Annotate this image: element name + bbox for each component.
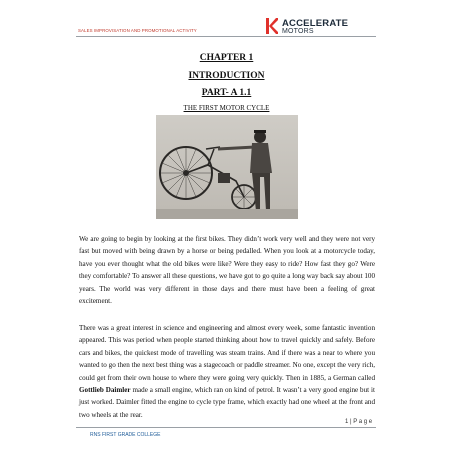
brand-subname: MOTORS (282, 28, 314, 35)
paragraph-text: There was a great interest in science and engineering and almost every week, some fantastic invention appeared. This was period when people started thinking about how to travel quickly and safely. Before cars and bikes, the quickest mode of travelling was steam trains. And if there was a near to where you wanted to go then the next best thing was a stagecoach or paddle streamer. No one, except the very rich, could get from their own house to where they were going very quickly. Then in 1885, a German called (79, 324, 375, 382)
brand-logo (266, 18, 386, 36)
logo-k-icon (266, 18, 278, 34)
header-activity: SALES IMPROVISATION AND PROMOTIONAL ACTIVITY (78, 28, 197, 33)
chapter-heading: CHAPTER 1 (199, 53, 254, 63)
section-subtitle: THE FIRST MOTOR CYCLE (183, 104, 270, 112)
header-divider (76, 36, 376, 37)
paragraph-daimler (79, 322, 375, 421)
historic-motorcycle-photo (156, 115, 298, 219)
footer-college: RNS FIRST GRADE COLLEGE (90, 432, 161, 438)
paragraph-text: made a small engine, which ran on kind of petrol. It wasn’t a very good engine but it just worked. Daimler fitted the engine to cycle type frame, which exactly had one wheel at the front and two wheels at the rear. (79, 386, 375, 419)
brand-name: ACCELERATE (282, 18, 349, 29)
footer-divider (76, 427, 376, 428)
page-number: 1 | P a g e (345, 419, 373, 425)
inventor-name: Gottlieb Daimler (79, 386, 131, 395)
paragraph-first-bikes: We are going to begin by looking at the first bikes. They didn’t work very well and they were not very fast but moved with being drawn by a horse or being pedalled. When you look at a motorcycle today, have you ever thought what the old bikes were like? Were they easy to ride? How fast they go? Were they comfortable? To answer all these questions, we have got to go quite a long way back say about 100 years. The world was very different in those days and there must have been a feeling of great excitement. (79, 235, 375, 306)
part-heading: PART- A 1.1 (201, 88, 252, 98)
introduction-heading: INTRODUCTION (188, 71, 265, 81)
